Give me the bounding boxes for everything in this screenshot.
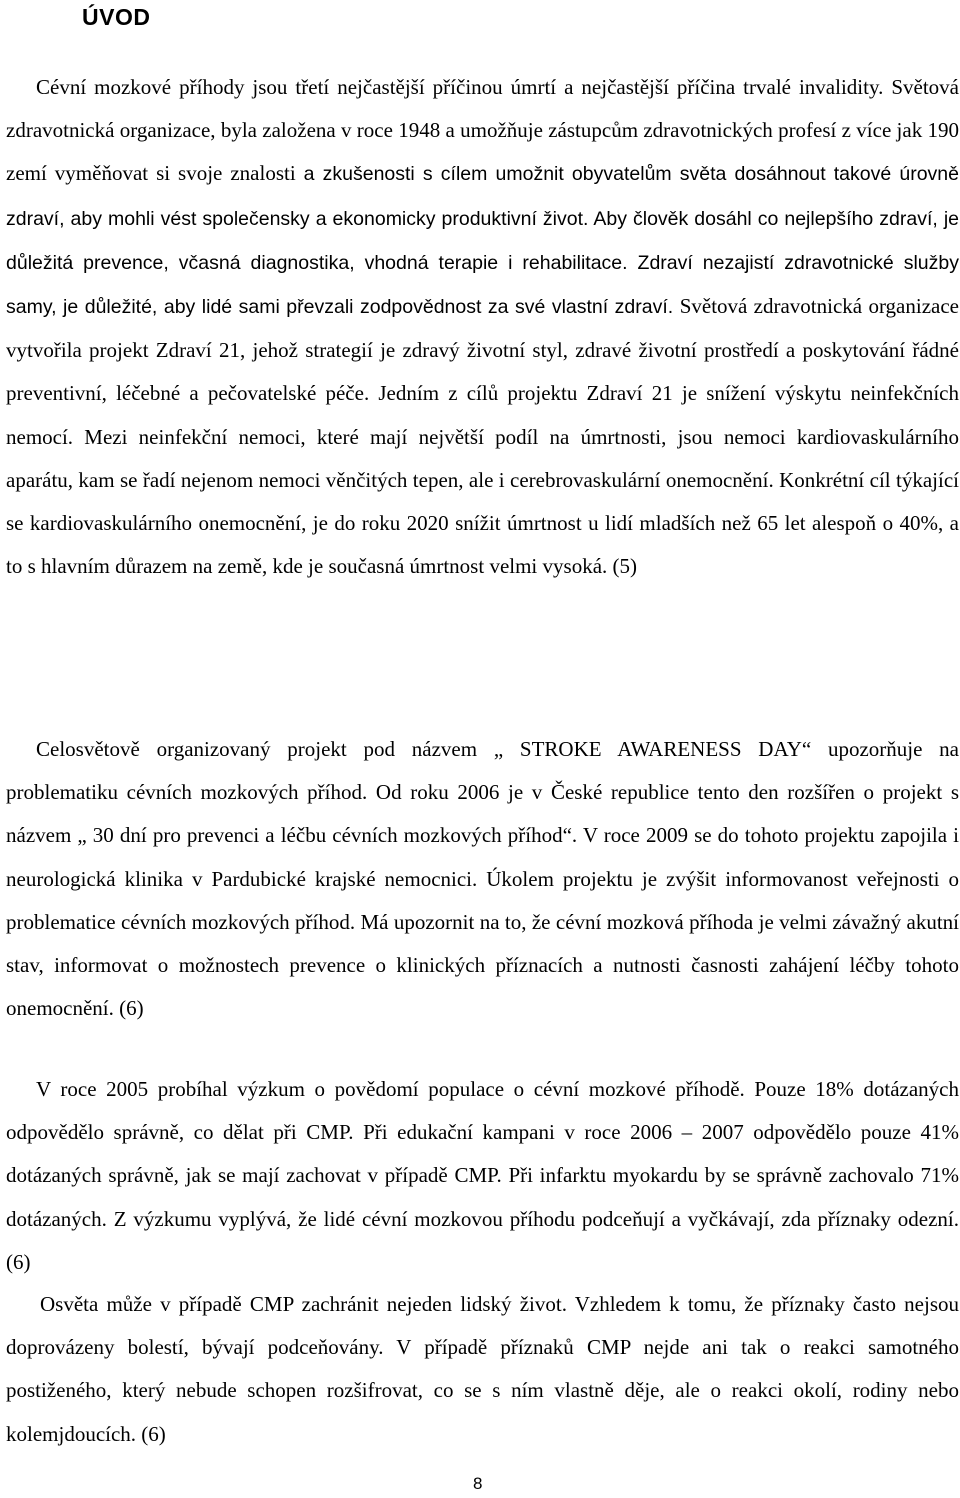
paragraph-intro — [6, 66, 959, 588]
paragraph-education — [6, 1283, 959, 1456]
paragraph-segment: Cévní mozkové příhody jsou třetí nejčastější příčinou úmrtí a nejčastější příčina trvalé invalidity. Světová zdravotnická organizace, byla založena v roce 1948 a umožňuje zástupcům zdravotnických profesí z více jak 190 zemí vyměňovat si svoje znalosti — [6, 75, 959, 186]
paragraph-segment: a zkušenosti s cílem umožnit obyvatelům světa dosáhnout takové úrovně zdraví, aby mohli vést společensky a ekonomicky produktivní život. Aby člověk dosáhl co nejlepšího zdraví, je důležitá prevence, včasná diagnostika, vhodná terapie i rehabilitace. Zdraví nezajistí zdravotnické služby samy, je důležité, aby lidé sami převzali zodpovědnost za své vlastní zdraví. — [6, 163, 959, 319]
paragraph-survey — [6, 1068, 959, 1284]
section-heading: ÚVOD — [82, 4, 151, 30]
paragraph-segment: V roce 2005 probíhal výzkum o povědomí populace o cévní mozkové příhodě. Pouze 18% dotázaných odpovědělo správně, co dělat při CMP. Při edukační kampani v roce 2006 – 2007 odpovědělo pouze 41% dotázaných správně, jak se mají zachovat v případě CMP. Při infarktu myokardu by se správně zachovalo 71% dotázaných. Z výzkumu vyplývá, že lidé cévní mozkovou příhodu podceňují a vyčkávají, zda příznaky odezní. (6) — [6, 1077, 959, 1274]
paragraph-stroke-awareness — [6, 728, 959, 1030]
paragraph-segment: Osvěta může v případě CMP zachránit nejeden lidský život. Vzhledem k tomu, že příznaky často nejsou doprovázeny bolestí, bývají podceňovány. V případě příznaků CMP nejde ani tak o reakci samotného postiženého, který nebude schopen rozšifrovat, co se s ním vlastně děje, ale o reakci okolí, rodiny nebo kolemjdoucích. (6) — [6, 1292, 959, 1446]
page-number: 8 — [473, 1474, 483, 1493]
paragraph-segment: Celosvětově organizovaný projekt pod názvem „ STROKE AWARENESS DAY“ upozorňuje na problematiku cévních mozkových příhod. Od roku 2006 je v České republice tento den rozšířen o projekt s názvem „ 30 dní pro prevenci a léčbu cévních mozkových příhod“. V roce 2009 se do tohoto projektu zapojila i neurologická klinika v Pardubické krajské nemocnici. Úkolem projektu je zvýšit informovanost veřejnosti o problematice cévních mozkových příhod. Má upozornit na to, že cévní mozková příhoda je velmi závažný akutní stav, informovat o možnostech prevence o klinických příznacích a nutnosti časnosti zahájení léčby tohoto onemocnění. (6) — [6, 737, 959, 1021]
paragraph-segment: Světová zdravotnická organizace vytvořila projekt Zdraví 21, jehož strategií je zdravý životní styl, zdravé životní prostředí a poskytování řádné preventivní, léčebné a pečovatelské péče. Jedním z cílů projektu Zdraví 21 je snížení výskytu neinfekčních nemocí. Mezi neinfekční nemoci, které mají největší podíl na úmrtnosti, jsou nemoci kardiovaskulárního aparátu, kam se řadí nejenom nemoci věnčitých tepen, ale i cerebrovaskulární onemocnění. Konkrétní cíl týkající se kardiovaskulárního onemocnění, je do roku 2020 snížit úmrtnost u lidí mladších než 65 let alespoň o 40%, a to s hlavním důrazem na země, kde je současná úmrtnost velmi vysoká. (5) — [6, 294, 959, 579]
